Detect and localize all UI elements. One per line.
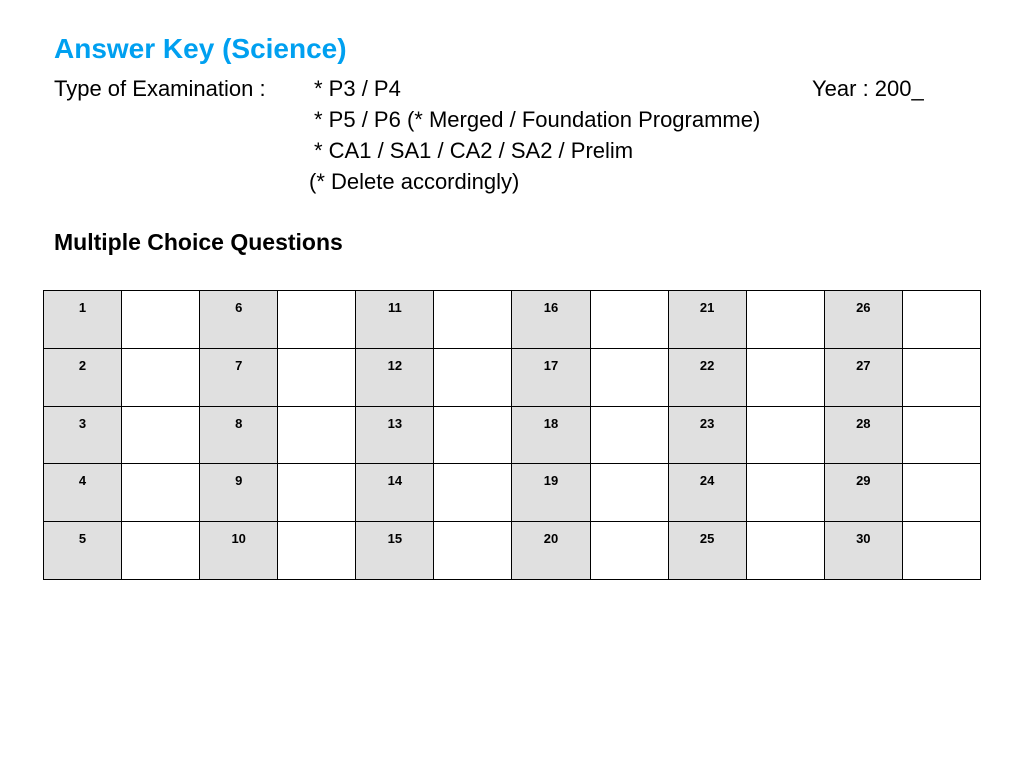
question-number: 30: [856, 531, 871, 547]
answer-cell[interactable]: [434, 522, 512, 580]
question-number-cell: [44, 464, 122, 522]
answer-grid-row: [44, 348, 981, 406]
question-number-cell: [200, 522, 278, 580]
question-number-cell: [824, 522, 902, 580]
question-number-cell: [200, 291, 278, 349]
exam-option-p5-p6: * P5 / P6 (* Merged / Foundation Programme): [314, 107, 761, 132]
question-number-cell: [512, 464, 590, 522]
question-number-cell: [356, 291, 434, 349]
answer-cell[interactable]: [902, 348, 980, 406]
question-number-cell: [668, 348, 746, 406]
question-number: 17: [543, 357, 559, 373]
question-number-cell: [356, 464, 434, 522]
answer-cell[interactable]: [122, 348, 200, 406]
answer-cell[interactable]: [278, 464, 356, 522]
answer-cell[interactable]: [434, 291, 512, 349]
question-number: 10: [231, 531, 246, 547]
question-number-cell: [44, 406, 122, 464]
answer-cell[interactable]: [590, 348, 668, 406]
answer-cell[interactable]: [902, 522, 980, 580]
question-number-cell: [668, 406, 746, 464]
question-number: 20: [543, 531, 559, 547]
answer-cell[interactable]: [590, 406, 668, 464]
answer-cell[interactable]: [434, 348, 512, 406]
question-number-cell: [824, 464, 902, 522]
answer-cell[interactable]: [122, 291, 200, 349]
page-title: Answer Key (Science): [54, 33, 347, 64]
question-number: 21: [699, 300, 715, 315]
question-number: 22: [699, 357, 715, 373]
question-number: 2: [78, 357, 87, 373]
answer-grid-row: [44, 406, 981, 464]
answer-cell[interactable]: [278, 348, 356, 406]
answer-cell[interactable]: [902, 406, 980, 464]
question-number: 7: [235, 357, 243, 373]
question-number: 15: [387, 531, 403, 547]
question-number-cell: [668, 291, 746, 349]
question-number: 29: [856, 473, 871, 489]
answer-cell[interactable]: [590, 522, 668, 580]
answer-cell[interactable]: [746, 406, 824, 464]
answer-grid-row: [44, 464, 981, 522]
answer-cell[interactable]: [590, 464, 668, 522]
answer-cell[interactable]: [278, 522, 356, 580]
question-number-cell: [668, 464, 746, 522]
question-number: 12: [387, 357, 403, 373]
question-number-cell: [44, 348, 122, 406]
answer-cell[interactable]: [434, 406, 512, 464]
answer-cell[interactable]: [902, 464, 980, 522]
answer-cell[interactable]: [434, 464, 512, 522]
question-number: 11: [387, 300, 402, 315]
answer-cell[interactable]: [902, 291, 980, 349]
question-number: 6: [235, 300, 243, 315]
question-number: 27: [856, 357, 871, 373]
exam-type-label: Type of Examination :: [54, 76, 266, 101]
answer-cell[interactable]: [278, 406, 356, 464]
question-number: 28: [856, 415, 871, 431]
question-number-cell: [668, 522, 746, 580]
question-number: 5: [78, 531, 87, 547]
question-number-cell: [512, 348, 590, 406]
exam-option-p3-p4: * P3 / P4: [314, 76, 401, 101]
year-label: Year : 200_: [812, 76, 924, 101]
answer-cell[interactable]: [122, 522, 200, 580]
question-number-cell: [512, 522, 590, 580]
answer-grid-row: [44, 291, 981, 349]
question-number-cell: [824, 348, 902, 406]
question-number: 25: [699, 531, 715, 547]
exam-option-assessment: * CA1 / SA1 / CA2 / SA2 / Prelim: [314, 138, 634, 163]
question-number: 18: [543, 415, 559, 431]
question-number: 14: [387, 473, 403, 489]
question-number: 3: [78, 415, 87, 431]
question-number: 1: [78, 300, 87, 315]
delete-accordingly-note: (* Delete accordingly): [309, 169, 520, 194]
question-number-cell: [200, 406, 278, 464]
question-number-cell: [200, 464, 278, 522]
question-number: 24: [699, 473, 715, 489]
answer-grid-body: [44, 291, 981, 580]
question-number-cell: [512, 406, 590, 464]
question-number: 9: [235, 473, 243, 489]
question-number-cell: [44, 291, 122, 349]
answer-grid-row: [44, 522, 981, 580]
question-number-cell: [200, 348, 278, 406]
question-number: 13: [387, 415, 403, 431]
mcq-heading: Multiple Choice Questions: [54, 229, 343, 255]
answer-cell[interactable]: [122, 464, 200, 522]
question-number-cell: [356, 406, 434, 464]
answer-cell[interactable]: [746, 291, 824, 349]
question-number-cell: [512, 291, 590, 349]
question-number-cell: [44, 522, 122, 580]
question-number: 8: [235, 415, 243, 431]
answer-cell[interactable]: [122, 406, 200, 464]
question-number-cell: [824, 406, 902, 464]
question-number-cell: [356, 522, 434, 580]
question-number-cell: [356, 348, 434, 406]
answer-cell[interactable]: [746, 464, 824, 522]
question-number: 16: [543, 300, 559, 315]
question-number: 23: [699, 415, 715, 431]
question-number: 19: [543, 473, 559, 489]
answer-cell[interactable]: [590, 291, 668, 349]
answer-cell[interactable]: [746, 348, 824, 406]
question-number: 26: [856, 300, 871, 315]
answer-grid: [43, 290, 981, 580]
question-number-cell: [824, 291, 902, 349]
answer-cell[interactable]: [746, 522, 824, 580]
answer-cell[interactable]: [278, 291, 356, 349]
question-number: 4: [78, 473, 87, 489]
